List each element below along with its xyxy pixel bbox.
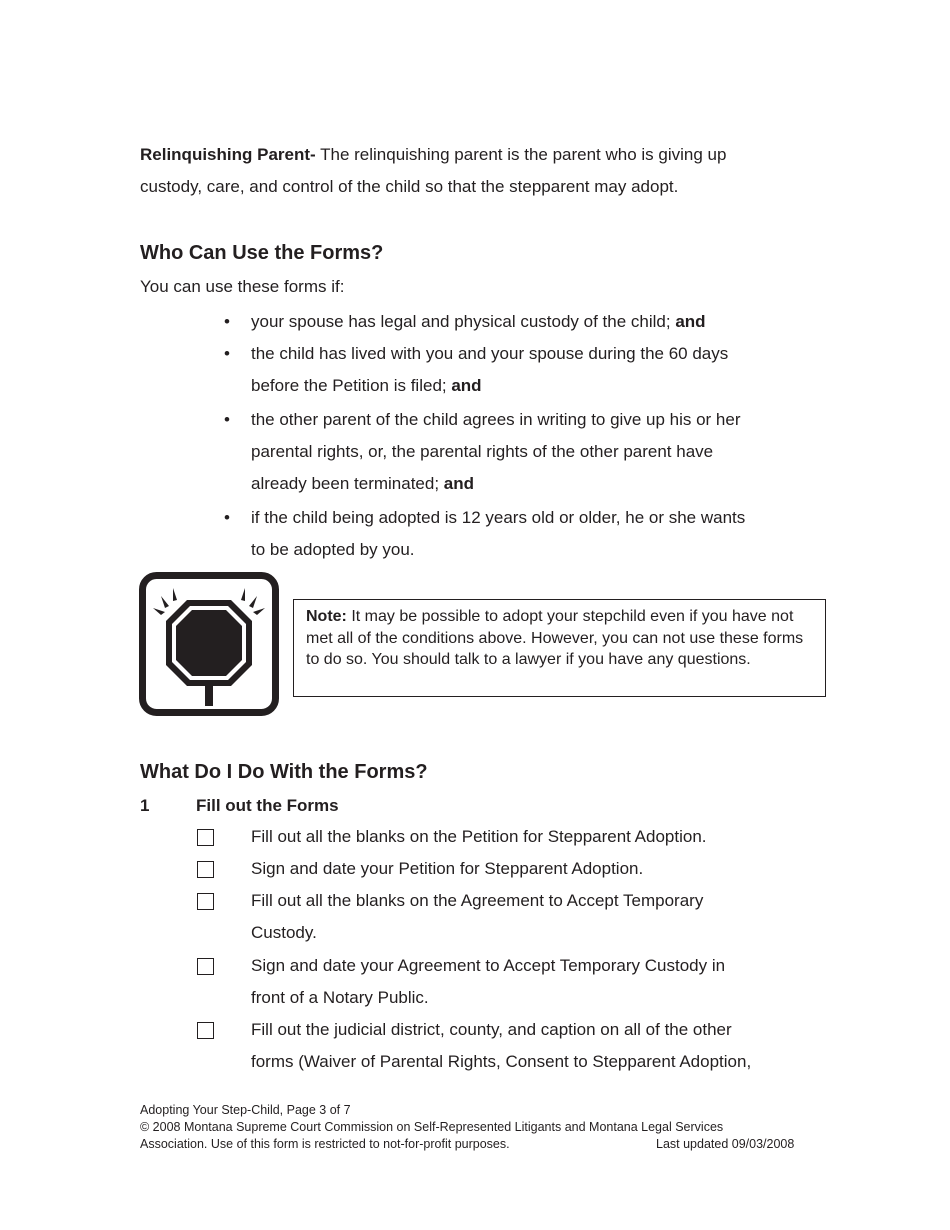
bullet-text: the other parent of the child agrees in writing to give up his or her bbox=[251, 410, 741, 429]
note-text: It may be possible to adopt your stepchild even if you have not met all of the conditions above. However, you can not use these forms to do so. You should talk to a lawyer if you have any questions. bbox=[306, 608, 804, 668]
definition-text-2: custody, care, and control of the child so that the stepparent may adopt. bbox=[140, 177, 679, 196]
checklist-text: Sign and date your Agreement to Accept Temporary Custody in bbox=[251, 956, 726, 975]
checklist-item bbox=[251, 950, 821, 1014]
bullet-symbol: • bbox=[224, 508, 230, 527]
bullet-item bbox=[251, 404, 821, 500]
checklist-item bbox=[251, 1014, 821, 1078]
step-number: 1 bbox=[140, 796, 150, 815]
footer-line-3 bbox=[140, 1136, 820, 1153]
bullet-symbol: • bbox=[224, 312, 230, 331]
checklist-item bbox=[251, 821, 821, 853]
bullet-symbol: • bbox=[224, 344, 230, 363]
heading-who-can-use: Who Can Use the Forms? bbox=[140, 242, 384, 264]
checklist-item bbox=[251, 853, 821, 885]
bullet-text: to be adopted by you. bbox=[251, 540, 415, 559]
definition-term: Relinquishing Parent- bbox=[140, 145, 316, 164]
bullet-symbol: • bbox=[224, 410, 230, 429]
bullet-text: parental rights, or, the parental rights of the other parent have bbox=[251, 442, 714, 461]
checklist-checkbox[interactable] bbox=[197, 829, 214, 846]
bullet-text: the child has lived with you and your spouse during the 60 days bbox=[251, 344, 729, 363]
definition-paragraph bbox=[140, 139, 840, 203]
checklist-item bbox=[251, 885, 821, 949]
bullet-bold-and: and bbox=[451, 376, 482, 395]
checklist-text: Fill out the judicial district, county, and caption on all of the other bbox=[251, 1020, 732, 1039]
bullet-text: if the child being adopted is 12 years old or older, he or she wants bbox=[251, 508, 746, 527]
checklist-text: Fill out all the blanks on the Petition for Stepparent Adoption. bbox=[251, 827, 707, 846]
checklist-checkbox[interactable] bbox=[197, 958, 214, 975]
footer-last-updated: Last updated 09/03/2008 bbox=[656, 1137, 795, 1151]
bullet-item bbox=[251, 502, 821, 566]
who-intro: You can use these forms if: bbox=[140, 277, 345, 296]
bullet-bold-and: and bbox=[443, 474, 475, 493]
footer bbox=[140, 1102, 820, 1153]
note-box bbox=[293, 599, 826, 697]
definition-line-1 bbox=[140, 139, 840, 171]
heading-what-do-i-do: What Do I Do With the Forms? bbox=[140, 761, 428, 783]
bullet-item bbox=[251, 338, 821, 402]
checklist-checkbox[interactable] bbox=[197, 893, 214, 910]
definition-text-1: The relinquishing parent is the parent who is giving up bbox=[315, 145, 727, 164]
checklist-text: Sign and date your Petition for Stepparent Adoption. bbox=[251, 859, 644, 878]
checklist-text: Custody. bbox=[251, 923, 317, 942]
footer-usage: Association. Use of this form is restricted to not-for-profit purposes. bbox=[140, 1137, 510, 1151]
footer-page-info: Adopting Your Step-Child, Page 3 of 7 bbox=[140, 1103, 351, 1117]
bullet-text: already been terminated; bbox=[251, 474, 444, 493]
stop-sign-icon bbox=[139, 572, 279, 716]
checklist-text: front of a Notary Public. bbox=[251, 988, 429, 1007]
checklist-text: forms (Waiver of Parental Rights, Consent to Stepparent Adoption, bbox=[251, 1052, 752, 1071]
note-label: Note: bbox=[306, 608, 347, 625]
checklist-checkbox[interactable] bbox=[197, 861, 214, 878]
bullet-text: before the Petition is filed; bbox=[251, 376, 452, 395]
bullet-text: your spouse has legal and physical custody of the child; bbox=[251, 312, 676, 331]
bullet-item bbox=[251, 306, 821, 338]
checklist-checkbox[interactable] bbox=[197, 1022, 214, 1039]
step-title: Fill out the Forms bbox=[196, 796, 339, 815]
bullet-bold-and: and bbox=[675, 312, 706, 331]
checklist-text: Fill out all the blanks on the Agreement to Accept Temporary bbox=[251, 891, 704, 910]
footer-copyright: © 2008 Montana Supreme Court Commission on Self-Represented Litigants and Montana Legal Services bbox=[140, 1120, 724, 1134]
